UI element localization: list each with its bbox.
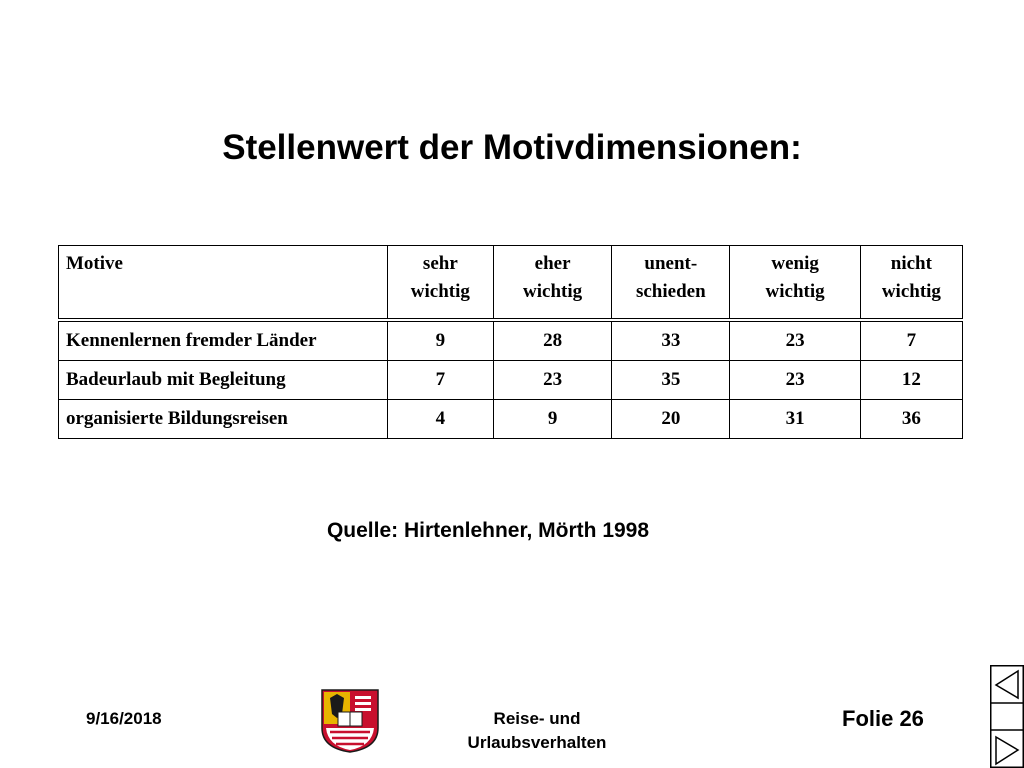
- next-slide-button[interactable]: [991, 731, 1023, 767]
- header-text: wenig: [771, 253, 819, 274]
- header-text: nicht: [890, 253, 932, 274]
- motive-table: [58, 245, 963, 439]
- header-text: unent-: [644, 253, 698, 274]
- table-cell: 4: [387, 400, 493, 439]
- table-row: [59, 361, 963, 400]
- table-cell: 33: [612, 320, 730, 361]
- table-cell: 23: [493, 361, 611, 400]
- slide-navigation: [990, 665, 1024, 768]
- table-cell: 35: [612, 361, 730, 400]
- column-header-motive: [59, 246, 388, 321]
- row-label: Kennenlernen fremder Länder: [59, 320, 388, 361]
- footer-title-line: Urlaubsverhalten: [467, 733, 607, 752]
- footer-date: 9/16/2018: [86, 709, 162, 728]
- header-text: eher: [534, 253, 571, 274]
- table-cell: 20: [612, 400, 730, 439]
- column-header-sehr-wichtig: [387, 246, 493, 321]
- header-text: sehr: [422, 253, 458, 274]
- previous-slide-button[interactable]: [991, 666, 1023, 702]
- table-row: [59, 400, 963, 439]
- header-text: wichtig: [765, 281, 825, 302]
- header-text: wichtig: [523, 281, 583, 302]
- header-text: Motive: [66, 253, 123, 274]
- table-cell: 7: [860, 320, 962, 361]
- table-cell: 12: [860, 361, 962, 400]
- header-text: schieden: [635, 281, 706, 302]
- table-row: [59, 320, 963, 361]
- table-header-row: [59, 246, 963, 321]
- table-cell: 7: [387, 361, 493, 400]
- row-label: Badeurlaub mit Begleitung: [59, 361, 388, 400]
- footer-title-line: Reise- und: [493, 709, 581, 728]
- footer-presentation-title: [437, 707, 637, 755]
- row-label: organisierte Bildungsreisen: [59, 400, 388, 439]
- header-text: wichtig: [881, 281, 941, 302]
- table-cell: 28: [493, 320, 611, 361]
- source-citation: Quelle: Hirtenlehner, Mörth 1998: [326, 519, 650, 542]
- column-header-wenig-wichtig: [730, 246, 860, 321]
- column-header-nicht-wichtig: [860, 246, 962, 321]
- table-cell: 31: [730, 400, 860, 439]
- column-header-eher-wichtig: [493, 246, 611, 321]
- university-crest-icon: [320, 688, 380, 754]
- table-cell: 9: [387, 320, 493, 361]
- column-header-unentschieden: [612, 246, 730, 321]
- table-cell: 9: [493, 400, 611, 439]
- table-cell: 23: [730, 361, 860, 400]
- slide-title: Stellenwert der Motivdimensionen:: [222, 128, 802, 167]
- header-text: wichtig: [410, 281, 470, 302]
- table-cell: 23: [730, 320, 860, 361]
- table-cell: 36: [860, 400, 962, 439]
- slide-number: Folie 26: [842, 706, 924, 731]
- motive-table-container: [58, 245, 963, 437]
